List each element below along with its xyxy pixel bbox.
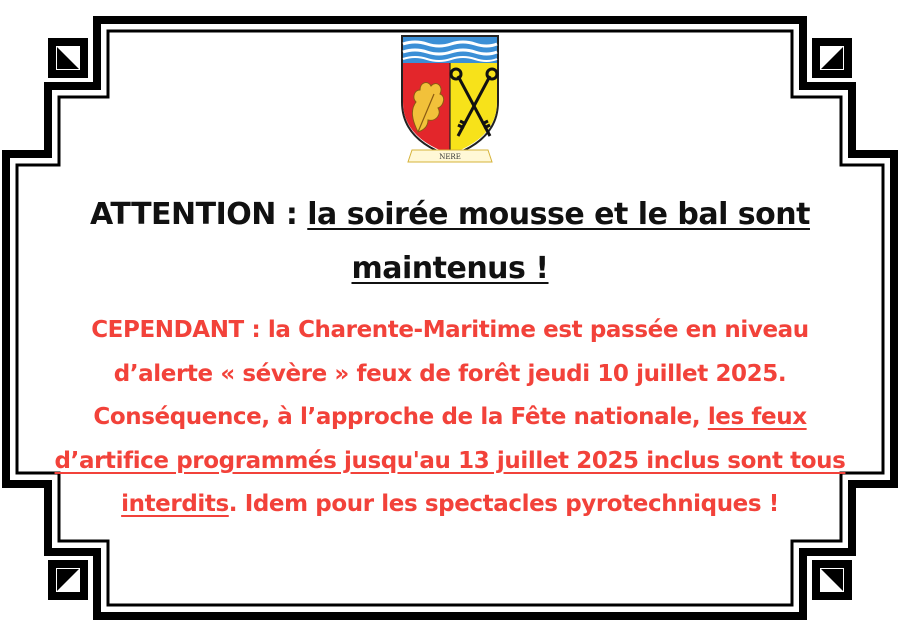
corner-ornament-bottom-right xyxy=(812,560,852,600)
notice-part1: CEPENDANT : la Charente-Maritime est passée en niveau d’alerte « sévère » feux de forêt jeudi 10 juillet 2025. Conséquence, à l’approche de la Fête nationale, xyxy=(91,317,809,430)
headline-prefix: ATTENTION : xyxy=(90,197,308,232)
corner-ornament-top-right xyxy=(812,38,852,78)
water-chief-band xyxy=(403,37,497,63)
corner-ornament-bottom-left xyxy=(48,560,88,600)
notice-part2: . Idem pour les spectacles pyrotechniques ! xyxy=(228,491,779,517)
corner-ornament-top-left xyxy=(48,38,88,78)
headline-underlined: la soirée mousse et le bal sont maintenus ! xyxy=(307,197,810,286)
notice-underlined: les feux d’artifice programmés jusqu'au 13 juillet 2025 inclus sont tous interdits xyxy=(54,404,846,517)
coat-of-arms-logo xyxy=(398,32,502,164)
notice-paragraph xyxy=(50,309,850,527)
svg-text:NERE: NERE xyxy=(439,153,461,161)
headline xyxy=(60,188,840,296)
motto-ribbon xyxy=(408,150,492,162)
